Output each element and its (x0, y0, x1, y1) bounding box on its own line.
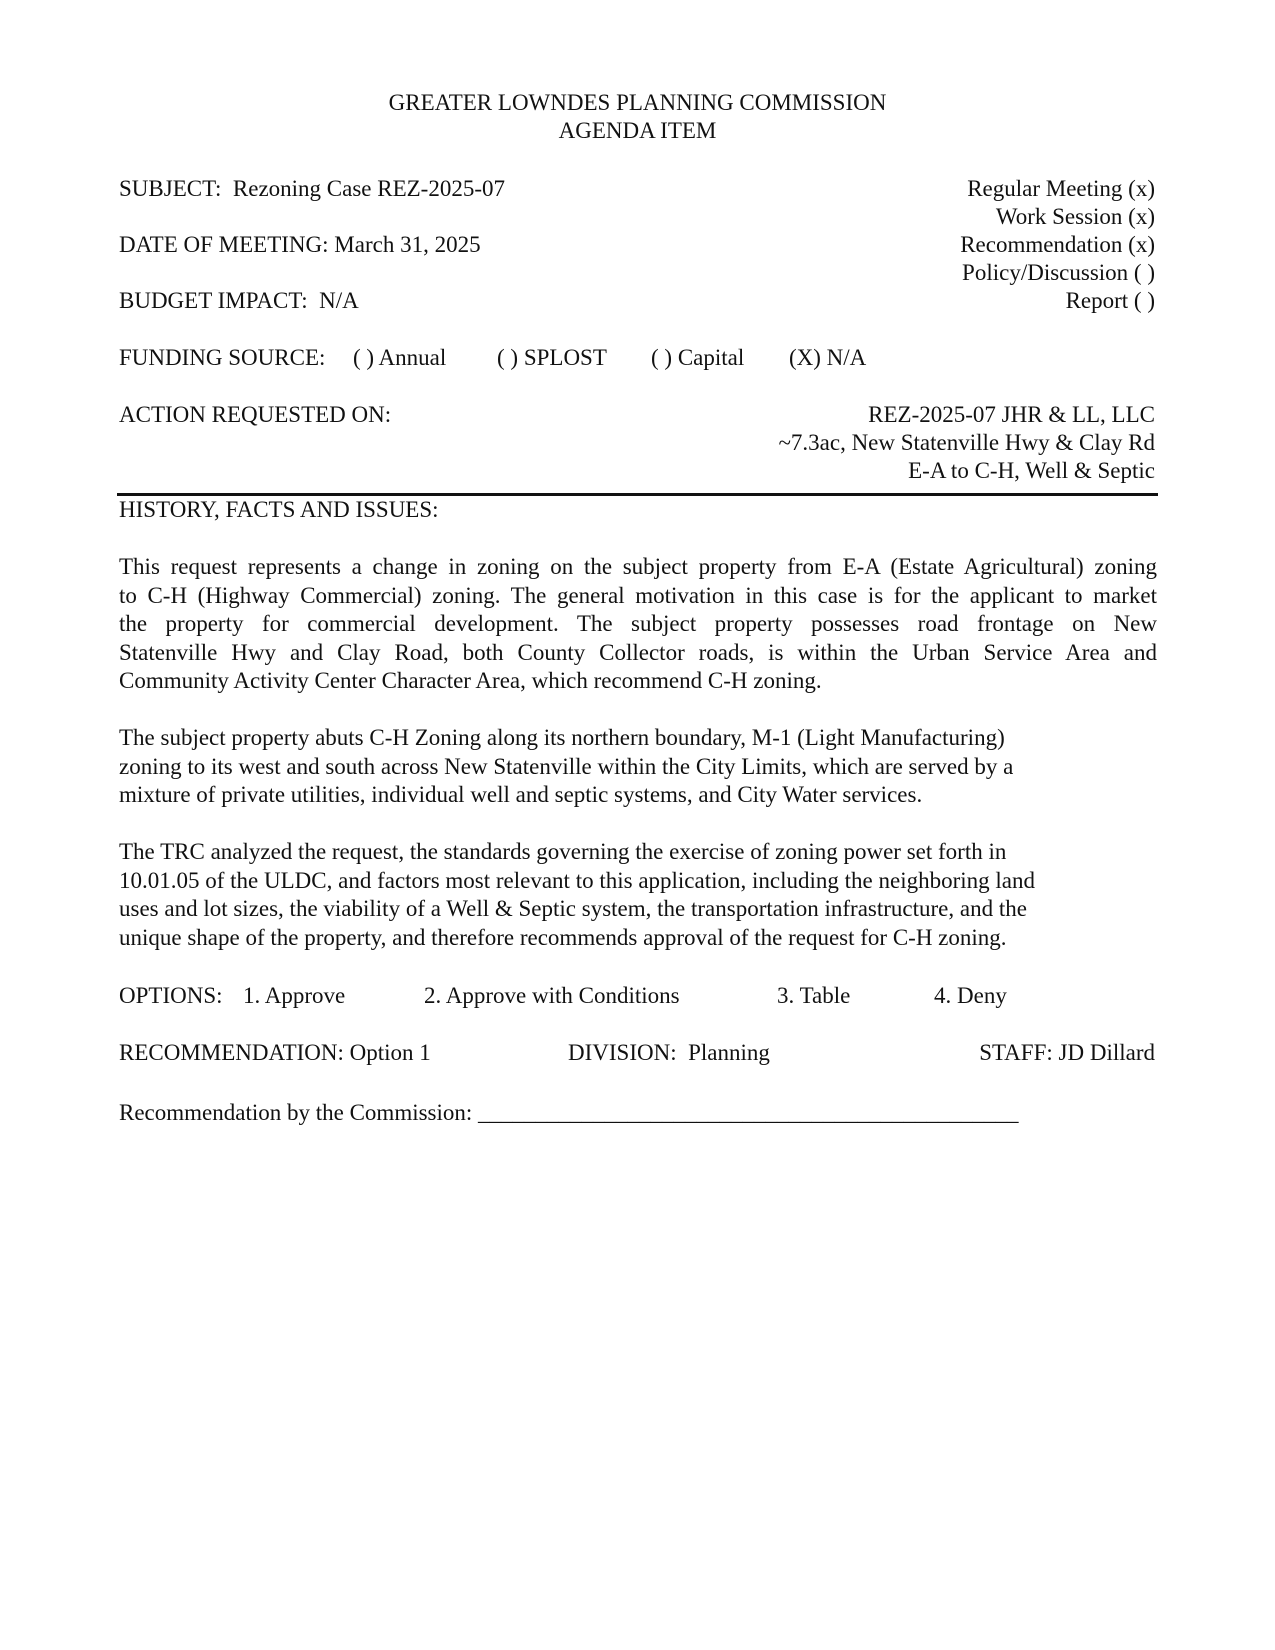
action-requested-zoning-change: E-A to C-H, Well & Septic (908, 458, 1155, 483)
org-title: GREATER LOWNDES PLANNING COMMISSION (388, 90, 887, 115)
funding-option-splost: ( ) SPLOST (497, 345, 607, 370)
history-paragraph-2 (119, 724, 1157, 810)
option-deny: 4. Deny (934, 983, 1007, 1008)
subject-label: SUBJECT: (119, 176, 222, 201)
staff-value: JD Dillard (1058, 1040, 1155, 1065)
history-p1-line: This request represents a change in zoning on the subject property from E-A (Estate Agricultural) zoning (119, 554, 1157, 579)
options-label: OPTIONS: (119, 983, 223, 1008)
budget-impact-row (119, 287, 359, 315)
history-p1-line: the property for commercial development. The subject property possesses road frontage on New (119, 611, 1157, 637)
recommendation-label: RECOMMENDATION: (119, 1040, 344, 1065)
history-p1-line: to C-H (Highway Commercial) zoning. The general motivation in this case is for the applicant to market (119, 582, 1157, 608)
commission-recommendation-label: Recommendation by the Commission: (119, 1100, 473, 1125)
history-p2-line: mixture of private utilities, individual well and septic systems, and City Water services. (119, 782, 923, 808)
division-label: DIVISION: (568, 1040, 677, 1065)
history-p2-line: The subject property abuts C-H Zoning along its northern boundary, M-1 (Light Manufacturing) (119, 725, 1005, 750)
staff-row (979, 1039, 1155, 1067)
date-of-meeting-row (119, 231, 481, 259)
funding-option-capital: ( ) Capital (651, 345, 745, 370)
history-p1-line: Statenville Hwy and Clay Road, both County Collector roads, is within the Urban Service Area and (119, 639, 1157, 665)
history-paragraph-1 (119, 553, 1157, 696)
date-of-meeting-value: March 31, 2025 (334, 232, 481, 257)
commission-recommendation-blank: _______________________________________________ (478, 1100, 1019, 1125)
history-p2-line: zoning to its west and south across New Statenville within the City Limits, which are served by a (119, 753, 1014, 779)
action-requested-label: ACTION REQUESTED ON: (119, 402, 392, 427)
budget-impact-value: N/A (319, 288, 359, 313)
division-row (568, 1039, 770, 1067)
recommendation-value: Option 1 (349, 1040, 431, 1065)
budget-impact-label: BUDGET IMPACT: (119, 288, 308, 313)
history-p3-line: The TRC analyzed the request, the standards governing the exercise of zoning power set forth in (119, 839, 1007, 864)
subject-value: Rezoning Case REZ-2025-07 (232, 176, 506, 201)
option-table: 3. Table (777, 983, 851, 1008)
date-of-meeting-label: DATE OF MEETING: (119, 232, 329, 257)
subject-row (119, 175, 505, 203)
action-requested-case: REZ-2025-07 JHR & LL, LLC (868, 402, 1155, 427)
option-approve: 1. Approve (243, 983, 346, 1008)
funding-option-na: (X) N/A (789, 345, 867, 370)
history-heading: HISTORY, FACTS AND ISSUES: (119, 497, 439, 522)
action-requested-location: ~7.3ac, New Statenville Hwy & Clay Rd (778, 430, 1155, 455)
history-p3-line: unique shape of the property, and therefore recommends approval of the request for C-H zoning. (119, 924, 1007, 950)
commission-recommendation-row (119, 1099, 1019, 1127)
meeting-type-recommendation: Recommendation (x) (960, 232, 1155, 257)
staff-label: STAFF: (979, 1040, 1053, 1065)
recommendation-row (119, 1039, 431, 1067)
history-p3-line: uses and lot sizes, the viability of a Well & Septic system, the transportation infrastructure, and the (119, 896, 1027, 922)
meeting-type-work-session: Work Session (x) (995, 204, 1155, 229)
option-approve-with-conditions: 2. Approve with Conditions (424, 983, 680, 1008)
doc-type-title: AGENDA ITEM (558, 118, 717, 143)
funding-option-annual: ( ) Annual (353, 345, 447, 370)
meeting-type-policy-discussion: Policy/Discussion ( ) (962, 260, 1155, 285)
history-p1-line: Community Activity Center Character Area, which recommend C-H zoning. (119, 668, 822, 694)
history-p3-line: 10.01.05 of the ULDC, and factors most relevant to this application, including the neighboring land (119, 867, 1035, 893)
history-paragraph-3 (119, 838, 1157, 952)
meeting-type-regular: Regular Meeting (x) (967, 176, 1155, 201)
division-value: Planning (688, 1040, 770, 1065)
funding-source-label: FUNDING SOURCE: (119, 345, 326, 370)
meeting-type-report: Report ( ) (1065, 288, 1155, 313)
